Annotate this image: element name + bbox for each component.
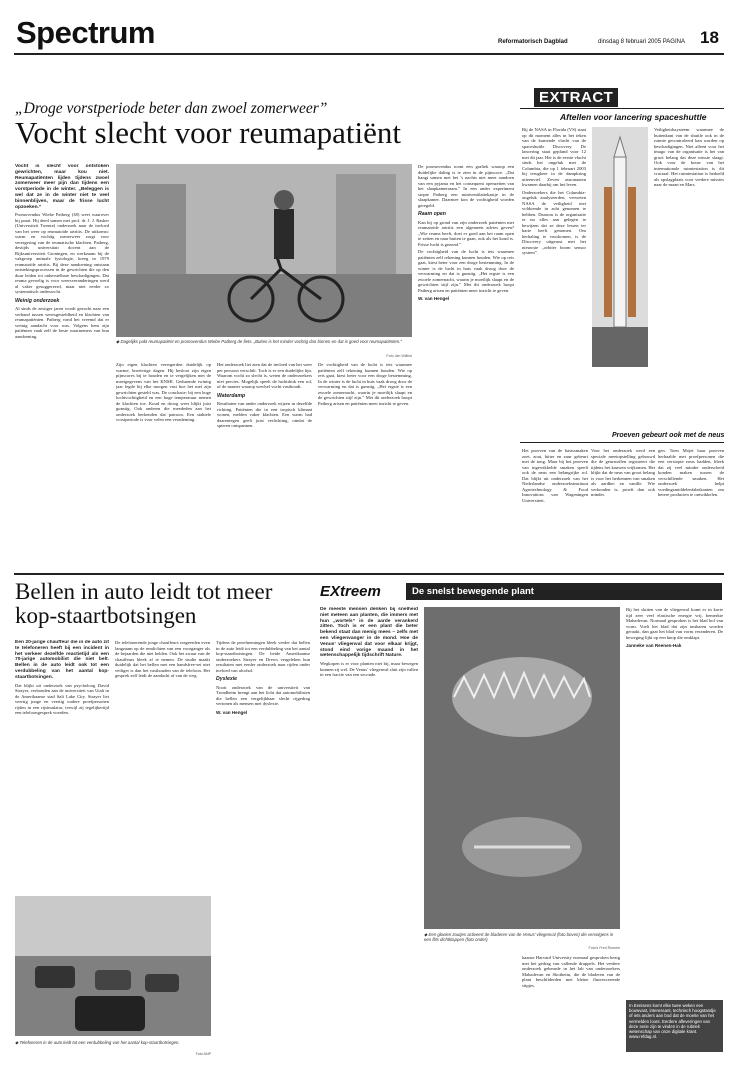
extract-text1: Bij de NASA in Florida (VS) staat op dit moment alles in het teken van de komende vlucht van de spaceshuttle Discovery. De lancering staat gepland voor 12 mei dit jaar. Het is de eerste vlucht sinds het ongeluk met de Columbia, die op 1 februari 2003 bij terugkeer in de dampkring uiteenviel. Zeven astronauten kwamen daarbij om het leven. — [522, 127, 586, 187]
extract-photo-caption: Proeven gebeurt ook met de neus — [612, 432, 725, 439]
article1-text4: De promovendus toont een grafiek waarop een duidelijke daling is te zien in de pijnscore. „Dat hangt samen met het ’s nachts niet meer aandoen van een pyjama en het consequent openzetten van het slaapkamerraam.” In een ander experiment stopte Patberg een miniventilatiekastje in de slaapkamer. Daarmee kon de vochtigheid worden geregeld. — [418, 164, 514, 208]
extract-headline: Aftellen voor lancering spaceshuttle — [560, 112, 707, 122]
article2-photo-credit: Foto ANP — [195, 1052, 211, 1056]
article1-col1 — [15, 164, 109, 564]
extract-bottom-col3 — [658, 448, 724, 566]
article2-photo — [15, 896, 211, 1036]
extract-rule — [520, 108, 724, 109]
caption-bullet-icon: ◆ — [116, 339, 121, 344]
extreem-photo-caption — [424, 932, 620, 942]
article1-photo-credit: Foto Jan Wiltink — [386, 354, 412, 358]
traffic-photo-illustration — [15, 896, 211, 1036]
article1-byline: W. van Hengel — [418, 296, 450, 301]
extreem-byline: Janneke van Reenen-Hak — [626, 643, 682, 648]
article1-text3b: Resultaten van ander onderzoek wijzen in dezelfde richting. Patiënten die in een tropisch klimaat wonen, melden vaker klachten. Een warm bad daarentegen geeft juist verlichting, omdat de spieren ontspannen. — [217, 401, 312, 428]
article1-subhead1: Weinig onderzoek — [15, 297, 60, 304]
article1-headline: Vocht slecht voor reumapatiënt — [15, 115, 401, 150]
extract-col2 — [654, 127, 724, 427]
article2-subhead: Dyslexie — [216, 676, 238, 682]
article1-col2 — [116, 362, 211, 567]
article2-text2: De telefonerende jonge chauffeurs reageerden even langzaam op de remlichten van een voorganger als de bejaarden die niet belden. Ook het zwaar van de chauffeurs bleek af te nemen. De studie maakt duidelijk dat het bellen met een handsfree-set niet veiliger is dan het vasthouden van de telefoon. Het gesprek zelf leidt de aandacht af van de weg. — [115, 640, 210, 678]
extract-bottom-text2: Voor het onderzoek werd een speciale meetopstelling gebouwd die de geurstoffen registreert die tijdens het kauwen vrijkomen. Het blijkt dat de neus van groot belang is voor het herkennen van smaken als aardbei en vanille. Wie verkouden is, proeft dan ook minder. — [591, 448, 655, 497]
section-title: Spectrum — [16, 15, 155, 50]
shuttle-illustration — [592, 127, 648, 367]
article1-kicker: „Droge vorstperiode beter dan zwoel zomerweer” — [15, 100, 328, 117]
extract-bottom-text1: Het proeven van de basissmaken zoet, zout, bitter en zuur gebeurt met de tong. Maar bij het proeven van ingewikkelde smaken speelt ook de neus een belangrijke rol. Dat blijkt uit onderzoek van het Nederlandse onderzoeksinstituut Agrotechnology & Food Innovations van Wageningen Universiteit. — [522, 448, 588, 503]
extreem-headline: De snelst bewegende plant — [406, 583, 722, 600]
article1-text2: Zijn eigen klachten verergerden duidelijk op warme, broeierige dagen. Hij besloot zijn eigen pijnscores bij te houden en te vergelijken met de meetgegevens van het KNMI. Gedurende twintig jaar legde hij elke morgen vast hoe het met zijn gewrichten gesteld was. De conclusie: bij een hoge luchtvochtigheid en een hoge temperatuur nemen de klachten toe. Koud en droog weer blijkt juist gunstig. Ook anderen die meededen aan het onderzoek herkenden dat patroon. Een stabiele vorstperiode is voor velen een verademing. — [116, 362, 211, 422]
extract-text3: Veiligheidssysteem waarmee de buitenkant van de shuttle ook in de ruimte gecontroleerd kan worden op beschadigingen. Niet alleen voor het imago van de organisatie is het van groot belang dat deze missie slaagt. Ook voor de bouw van het internationale ruimtestation is dit cruciaal. Het ruimtestation is bedoeld als opslagplaats voor verdere missies naar de maan en Mars. — [654, 127, 724, 187]
article2-byline: W. van Hengel — [216, 709, 248, 715]
article1-subhead3: Raam open — [418, 211, 446, 217]
extreem-col2 — [522, 955, 620, 1050]
extreem-caption-text: Een gloeien zoutjes activeert de bladeren van de Venus’ vliegenval (foto boven) die vervolgens in een flits dichtklappen (foto onder). — [424, 932, 614, 942]
extreem-col3 — [626, 607, 723, 927]
caption-bullet-icon-2: ◆ — [15, 1040, 20, 1045]
article1-text3c: De vochtigheid van de lucht is iets waarmee patiënten zelf rekening kunnen houden. Wie op reis gaat, kiest beter voor een droge bestemming. In de winter is de lucht in huis vaak droog door de verwarming en dat is gunstig. „Het ergste is een zwoele zomernacht, waarin je moeilijk slaapt en de gewrichten stijf zijn.” Met dit onderzoek hoopt Patberg artsen en patiënten meer inzicht te geven. — [318, 362, 412, 406]
article2-text1b: Dat blijkt uit onderzoek van psycholoog David Strayer, verbonden aan de universiteit van Utah in de Amerikaanse stad Salt Lake City. Strayer liet veertig jonge en veertig oudere proefpersonen rijden in een rijsimulator, terwijl zij tegelijkertijd een telefoongesprek voerden. — [15, 682, 109, 716]
article1-text1b: Al sinds de zestiger jaren wordt gezocht naar een verband tussen weersgesteldheid en klachten van reumapatiënten. Patberg vond het vreemd dat er weinig aandacht voor was. Volgens hem zijn patiënten vaak zelf de beste waarnemers van hun aandoening. — [15, 306, 109, 339]
extract-bottom-col2 — [591, 448, 655, 566]
extreem-text3: Bij het sluiten van de vliegenval komt er in korte tijd zeer veel elastische energie vrij, bemerkte Mahadevan. Normaal gesproken is het blad bol van vorm. Voelt het blad dat zijn tastharen worden geraakt, dan gaat het blad van vorm veranderen. De beweging lijkt op een knop die omklapt. — [626, 607, 723, 640]
article2-col3 — [216, 640, 310, 1050]
extreem-lead: De meeste mensen denken bij snelheid niet meteen aan planten, die immers met hun „wortels” in de aarde verankerd zitten. Toch is er een plant die beter bekend staat dan menig mees – zelfs met een vliegenvanger in de mond. Hoe de Venus’ vliegenval dat voor elkaar krijgt, stond eind vorige maand in het wetenschappelijk tijdschrift Nature. — [320, 607, 418, 659]
article1-col4 — [318, 164, 412, 354]
article1-col4-main — [418, 164, 514, 564]
article2-caption-text: Telefoneren in de auto leidt tot een verdubbeling van het aantal kop-staartbotsingen. — [19, 1040, 180, 1045]
extreem-col1 — [320, 607, 418, 927]
extract-bottom-col1 — [522, 448, 588, 566]
caption-bullet-icon-3: ◆ — [424, 932, 429, 937]
article1-lead: Vocht is slecht voor ontstoken gewrichten, maar kou niet. Reumapatiënten lijden tijdens zwoel zomerweer meer pijn dan tijdens een vorstperiode in de winter. „Beleggen is wel dat ze in de winter niet te veel binnenblijven, maar de frisse lucht opzoeken.” — [15, 164, 109, 210]
article1-col3-extra — [318, 362, 412, 567]
article2-lead: Een 20-jarige chauffeur die in de auto zit te telefoneren heeft bij een incident in het verkeer dezelfde reactietijd als een 70-jarige automobilist die niet belt. Bellen in de auto leidt ook tot een verdubbeling van het aantal kop-staartbotsingen. — [15, 640, 109, 680]
extreem-infobox — [626, 1000, 723, 1052]
extract-logo: EXTRACT — [534, 88, 618, 107]
shuttle-photo — [592, 127, 648, 367]
paper-name: Reformatorisch Dagblad — [498, 39, 568, 45]
article2-col2 — [115, 640, 210, 890]
article2-col1 — [15, 640, 109, 890]
article1-subhead2: Waterdamp — [217, 392, 246, 399]
article2-text3: Tijdens de proefnemingen bleek verder dat bellen in de auto leidt tot een verdubbeling van het aantal kop-staartbotsingen. De beide Amerikaanse onderzoekers Strayer en Drews vergeleken hun resultaten met eerder onderzoek naar rijden onder invloed van alcohol. — [216, 640, 310, 673]
extract-text2: Onderzoekers die het Columbia-ongeluk analyseerden, verweten NASA de veiligheid niet voldoende in acht genomen te hebben. Daarom is de organisatie er nu alles aan gelegen te bewijzen dat ze deze lessen ter harte heeft genomen. Om herhaling te voorkomen, is de Discovery uitgerust met het nieuwste „orbiter boom sensor system”. — [522, 189, 586, 255]
extreem-photo-credit: Foto’s Fred Romein — [588, 946, 620, 950]
extreem-infobox-text: In Eenisens komt elke twee weken een bouwvast, interessant, technisch hoogstandje of iets anders aan bod dat de moeite van het vermelden loont. Eerdere afleveringen van deze serie zijn te vinden in de rubriek wetenschap van onze digitale krant. www.refdag.nl. — [629, 1003, 716, 1040]
article2-headline: Bellen in auto leidt tot meer kop-staartbotsingen — [15, 579, 273, 628]
extreem-logo: EXtreem — [320, 583, 381, 600]
section-divider — [14, 573, 724, 575]
flytrap-photo — [424, 607, 620, 929]
extreem-text1b: Wegkopen is er voor planten niet bij, maar bewegen kunnen zij wel. De Venus’ vliegenval sluit zijn vallen in een fractie van een seconde. — [320, 661, 418, 678]
article1-text4b: Kan hij op grond van zijn onderzoek patiënten met reumatoïde artritis een algemeen advies geven? „Wie reuma heeft, doet er goed aan het raam open te zetten en naar buiten te gaan, ook als het koud is. Frisse lucht is gezond.” — [418, 219, 514, 247]
article1-text1: Promovendus Wiebe Patberg (38) weet waarover hij praat. Hij deed samen met prof. dr. J. J. Rasker (Universiteit Twente) onderzoek naar de invloed van het weer op reumatoïde artritis. De uitkomst: warm en vochtig zomerweer zorgt voor verergering van de reumatische klachten. Patberg, destijds universitair docent aan de Rijksuniversiteit Groningen, en werkzaam bij de vakgroep animale fysiologie, kreeg in 1979 reumatoïde artritis. Bij deze aandoening ontstaan ontstekingsprocessen in de gewrichten die op den duur leiden tot onherstelbare beschadigingen. Dat reuma gevoelig is voor weersveranderingen werd al vaker gesuggereerd, maar niet eerder zo systematisch onderzocht. — [15, 212, 109, 295]
article1-text3: Het onderzoek liet zien dat de invloed van het weer per persoon verschilt. Toch is er een duidelijke lijn. Waarom vocht zo slecht is, weten de onderzoekers niet precies. Mogelijk speelt de luchtdruk een rol, of de manier waarop weefsel vocht vasthoudt. — [217, 362, 312, 389]
article1-caption-text: Dagelijks pakt reumapatiënt en promovendus Wiebe Patberg de fiets. „Buiten is het minder vochtig dan binnen en dat is goed voor reumapatiënten.” — [120, 339, 402, 344]
masthead-rule — [14, 53, 724, 55]
article1-col3 — [217, 362, 312, 567]
issue-date: dinsdag 8 februari 2005 PAGINA — [598, 39, 685, 45]
extract-col1 — [522, 127, 586, 427]
article2-photo-caption — [15, 1040, 211, 1045]
flytrap-illustration — [424, 607, 620, 929]
extract-caption-rule — [520, 442, 724, 443]
extract-bottom-text3: gen. Toen Mojet haar proeven herhaalde met proefpersonen die een verstopte neus hadden, bleek dat zij veel minder onderscheid konden maken tussen de verschillende smaken. Het onderzoek helpt voedingsmiddelenfabrikanten om betere producten te ontwikkelen. — [658, 448, 724, 497]
article1-text5: De vochtigheid van de lucht is iets waarmee patiënten zelf rekening kunnen houden. Wie op reis gaat, kiest beter voor een droge bestemming. In de winter is de lucht in huis vaak droog door de verwarming en dat is gunstig. „Het ergste is een zwoele zomernacht, waarin je moeilijk slaapt en de gewrichten stijf zijn.” Met dit onderzoek hoopt Patberg artsen en patiënten meer inzicht te geven. — [418, 249, 514, 293]
page-number: 18 — [700, 28, 719, 47]
article2-text3b: Nooit onderzoek van de universiteit van Trondheim brengt aan het licht dat automobilisten die bellen een vergelijkbaar slecht rijgedrag vertonen als mensen met dyslexie. — [216, 684, 310, 706]
extreem-text2: kaanse Harvard University normaal gesproken bezig met het gedrag van vallende druppels. Het verdere onderzoek gebeurde in het lab van onderzoekers Mahadevan en Skotheim, die de bladeren van de plant beschilderden met kleine fluorescerende stipjes. — [522, 955, 620, 988]
